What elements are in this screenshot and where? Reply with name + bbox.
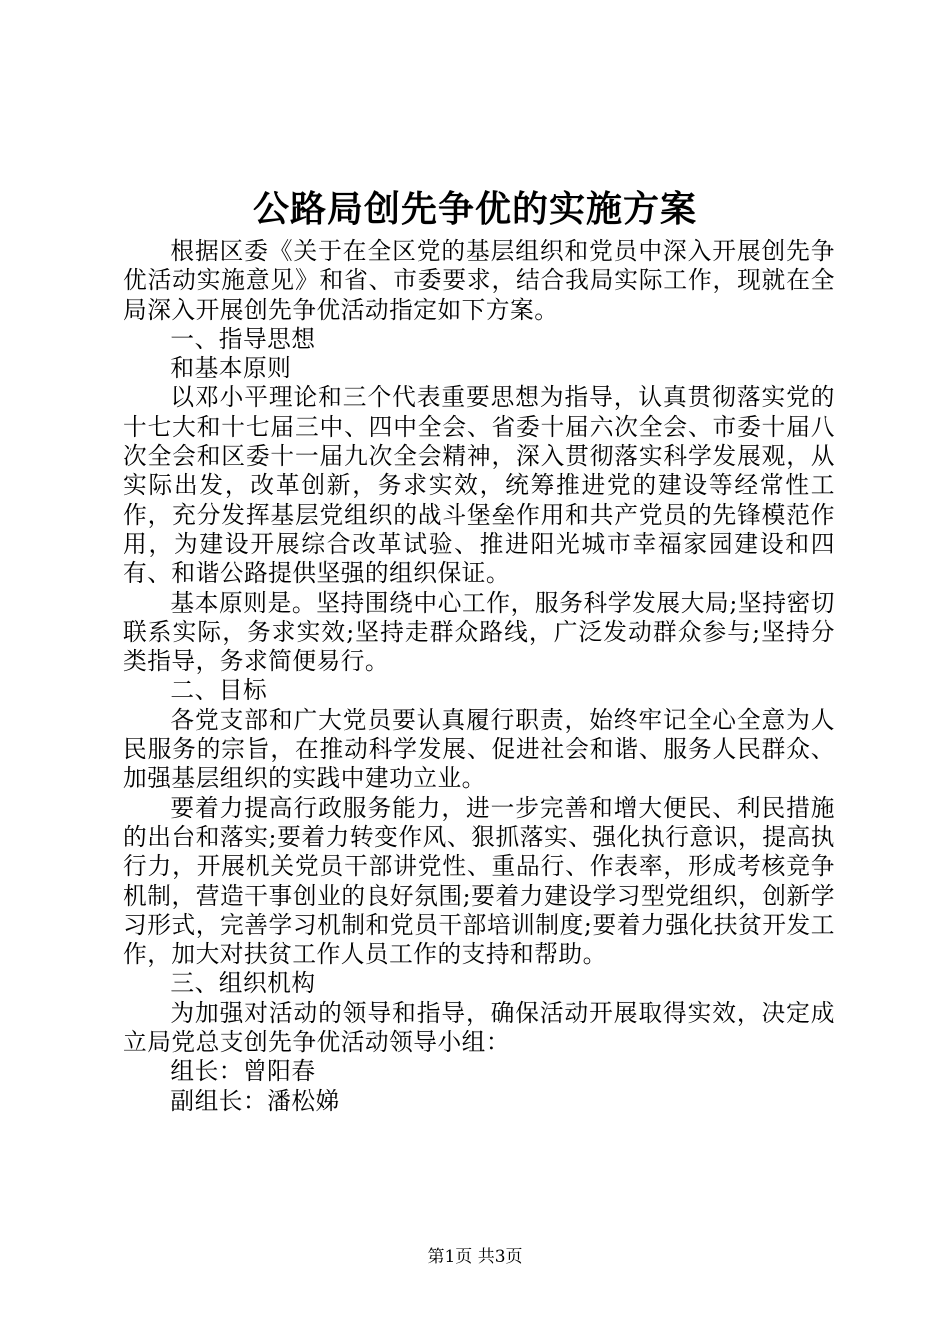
paragraph-intro: 根据区委《关于在全区党的基层组织和党员中深入开展创先争优活动实施意见》和省、市委要求，结合我局实际工作，现就在全局深入开展创先争优活动指定如下方案。 [123,237,835,324]
heading-goals: 二、目标 [170,676,268,705]
team-leader: 组长：曾阳春 [170,1057,316,1086]
page-number-footer: 第1页 共3页 [427,1247,523,1267]
paragraph-guiding-content: 以邓小平理论和三个代表重要思想为指导，认真贯彻落实党的十七大和十七届三中、四中全会、省委十届六次全会、市委十届八次全会和区委十一届九次全会精神，深入贯彻落实科学发展观，从实际出发，改革创新，务求实效，统筹推进党的建设等经常性工作，充分发挥基层党组织的战斗堡垒作用和共产党员的先锋模范作用，为建设开展综合改革试验、推进阳光城市幸福家园建设和四有、和谐公路提供坚强的组织保证。 [123,383,835,588]
paragraph-goals-1: 各党支部和广大党员要认真履行职责，始终牢记全心全意为人民服务的宗旨，在推动科学发展、促进社会和谐、服务人民群众、加强基层组织的实践中建功立业。 [123,705,835,793]
heading-organization: 三、组织机构 [170,969,316,998]
paragraph-organization: 为加强对活动的领导和指导，确保活动开展取得实效，决定成立局党总支创先争优活动领导小组： [123,998,835,1057]
heading-guiding-thought: 一、指导思想 [170,324,316,353]
heading-basic-principles: 和基本原则 [170,354,292,383]
document-body [123,237,835,1116]
paragraph-goals-2: 要着力提高行政服务能力，进一步完善和增大便民、利民措施的出台和落实;要着力转变作风、狠抓落实、强化执行意识，提高执行力，开展机关党员干部讲党性、重品行、作表率，形成考核竞争机制，营造干事创业的良好氛围;要着力建设学习型党组织，创新学习形式，完善学习机制和党员干部培训制度;要着力强化扶贫开发工作，加大对扶贫工作人员工作的支持和帮助。 [123,793,835,969]
deputy-team-leader: 副组长：潘松娣 [170,1086,340,1115]
document-title: 公路局创先争优的实施方案 [252,188,697,230]
paragraph-principles: 基本原则是。坚持围绕中心工作，服务科学发展大局;坚持密切联系实际，务求实效;坚持走群众路线，广泛发动群众参与;坚持分类指导，务求简便易行。 [123,588,835,676]
